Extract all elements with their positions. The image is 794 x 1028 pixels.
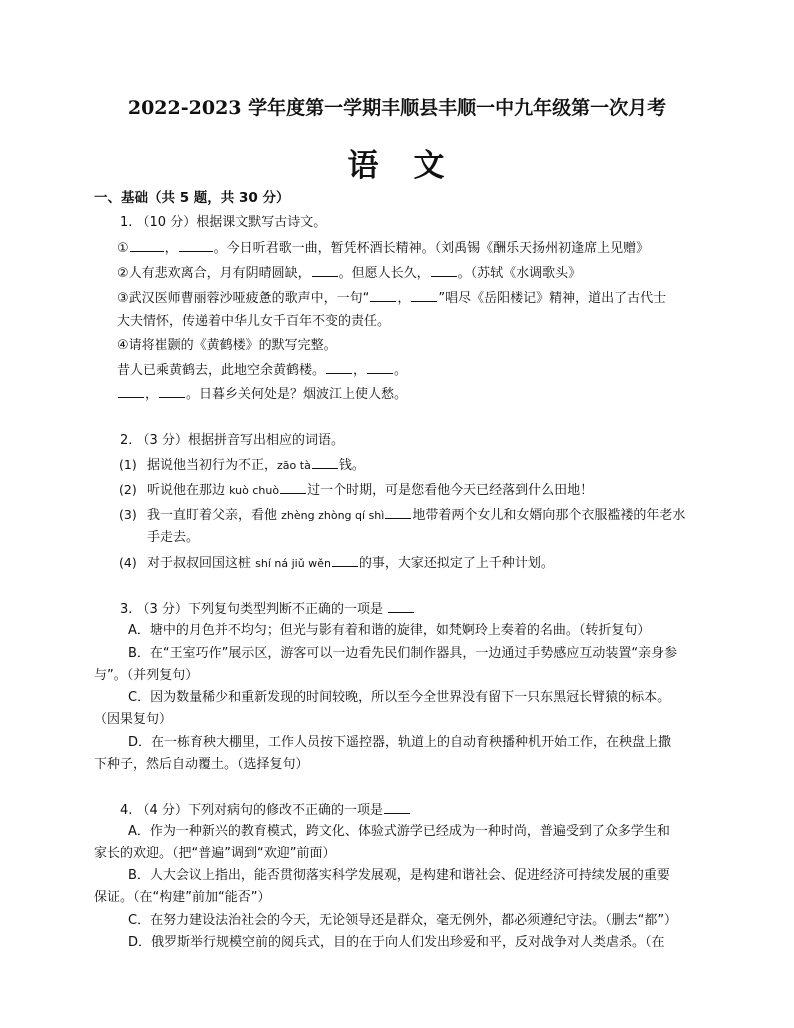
answer-blank [118, 385, 144, 398]
q2-item-1: (1) 据说他当初行为不正，zāo tà 钱。 [119, 457, 365, 473]
answer-blank [280, 481, 306, 494]
answer-blank [312, 456, 338, 469]
q1-line-3-cont: 大夫情怀，传递着中华儿女千百年不变的责任。 [117, 314, 391, 329]
q4-option-c: C．在努力建设法治社会的今天，无论领导还是群众，毫无例外，都必须遵纪守法。（删去“都”） [128, 913, 678, 928]
answer-blank [326, 361, 352, 374]
answer-blank [370, 289, 396, 302]
q1-line-3: ③武汉医师曹丽蓉沙哑疲惫的歌声中，一句“ ， ”唱尽《岳阳楼记》精神，道出了古代士 [117, 291, 667, 306]
q2-item-3-cont: 手走去。 [147, 530, 200, 545]
answer-blank [367, 361, 393, 374]
q4-option-b: B．人大会议上指出，能否贯彻落实科学发展观，是构建和谐社会、促进经济可持续发展的重要 [128, 868, 670, 883]
q2-item-2: (2) 听说他在那边 kuò chuò 过一个时期，可是您看他今天已经落到什么田地！ [119, 482, 594, 498]
q3-option-b: B．在“王室巧作”展示区，游客可以一边看先民们制作器具，一边通过手势感应互动装置“亲身参 [128, 646, 678, 661]
exam-title: 2022-2023 学年度第一学期丰顺县丰顺一中九年级第一次月考 [127, 97, 667, 119]
q1-line-5: 昔人已乘黄鹤去，此地空余黄鹤楼。 ， 。 [117, 363, 408, 378]
q4-option-b-cont: 保证。（在“构建”前加“能否”） [94, 890, 271, 905]
q1-line-1: ① ， 。今日听君歌一曲，暂凭杯酒长精神。（刘禹锡《酬乐天扬州初逢席上见赠》 [117, 241, 650, 256]
answer-blank [431, 264, 457, 277]
q1-line-4: ④请将崔颢的《黄鹤楼》的默写完整。 [117, 338, 337, 353]
q4-option-d: D．俄罗斯举行规模空前的阅兵式，目的在于向人们发出珍爱和平，反对战争对人类虐杀。（在 [128, 935, 665, 950]
q2-stem: 2. （3 分）根据拼音写出相应的词语。 [120, 433, 344, 448]
q3-option-b-cont: 与”。（并列复句） [94, 668, 199, 683]
answer-blank [130, 239, 164, 252]
answer-blank [332, 554, 358, 567]
q1-line-2: ②人有悲欢离合，月有阴晴圆缺， 。但愿人长久， 。（苏轼《水调歌头》 [117, 266, 582, 281]
answer-blank [312, 264, 338, 277]
q1-line-6: ， 。日暮乡关何处是？烟波江上使人愁。 [117, 385, 407, 404]
answer-blank [388, 600, 414, 613]
q1-stem: 1. （10 分）根据课文默写古诗文。 [120, 215, 327, 230]
answer-blank [385, 506, 411, 519]
q3-stem: 3. （3 分）下列复句类型判断不正确的一项是 [120, 600, 415, 619]
q4-option-a-cont: 家长的欢迎。（把“普遍”调到“欢迎”前面） [94, 846, 336, 861]
answer-blank [159, 385, 185, 398]
q3-option-d-cont: 下种子，然后自动覆土。（选择复句） [94, 757, 309, 772]
q3-option-c: C．因为数量稀少和重新发现的时间较晚，所以至今全世界没有留下一只东黑冠长臂猿的标本。 [128, 690, 671, 705]
subject-title: 语 文 [347, 148, 447, 184]
q2-item-3: (3) 我一直盯着父亲，看他 zhèng zhòng qí shì 地带着两个女儿和女婿向那个衣服褴褛的年老水 [119, 507, 686, 523]
q4-stem: 4. （4 分）下列对病句的修改不正确的一项是 [120, 801, 411, 820]
q2-item-4: (4) 对于叔叔回国这桩 shí ná jiǔ wěn 的事，大家还拟定了上千种计划。 [119, 555, 554, 571]
answer-blank [411, 289, 437, 302]
q3-option-a: A．塘中的月色并不均匀；但光与影有着和谐的旋律，如梵婀玲上奏着的名曲。（转折复句） [128, 623, 651, 638]
q3-option-c-cont: （因果复句） [94, 712, 173, 727]
section-heading: 一、基础（共 5 题，共 30 分） [94, 190, 290, 206]
q4-option-a: A．作为一种新兴的教育模式，跨文化、体验式游学已经成为一种时尚，普遍受到了众多学生和 [128, 824, 670, 839]
answer-blank [179, 239, 213, 252]
q3-option-d: D．在一栋育秧大棚里，工作人员按下遥控器，轨道上的自动育秧播种机开始工作，在秧盘上撒 [128, 735, 672, 750]
answer-blank [384, 801, 410, 814]
